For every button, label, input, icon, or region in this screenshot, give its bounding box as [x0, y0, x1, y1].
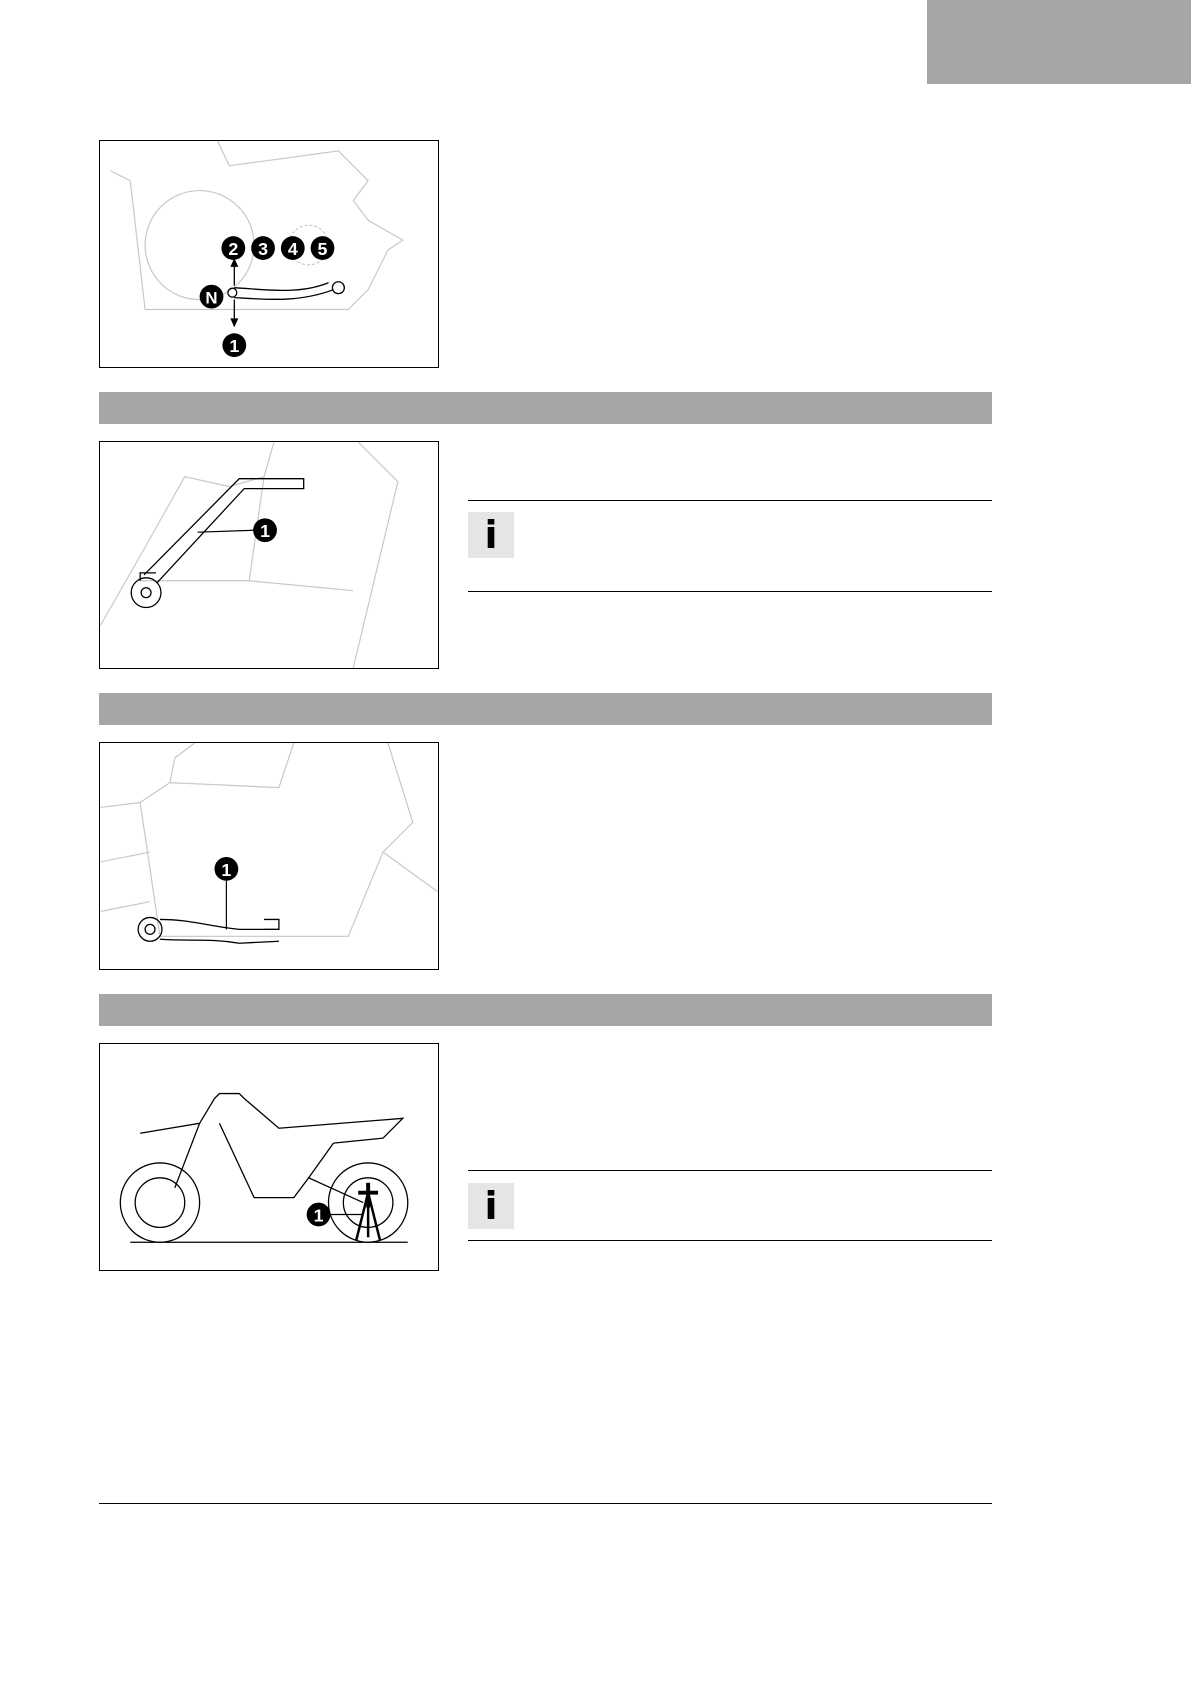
note-top-rule	[468, 500, 992, 501]
section-header-bar-2	[99, 693, 992, 725]
shift-lever-callout	[214, 857, 238, 881]
kick-starter-callout	[253, 518, 277, 542]
shift-lever-figure	[99, 742, 439, 970]
motorcycle-stand-figure	[99, 1043, 439, 1271]
shift-lever-drawing	[100, 743, 438, 969]
svg-text:1: 1	[260, 521, 270, 542]
stand-callout	[307, 1203, 331, 1227]
neutral-marker	[200, 285, 224, 309]
section-header-bar-3	[99, 994, 992, 1026]
svg-text:1: 1	[313, 1205, 324, 1226]
info-icon: i	[468, 512, 514, 558]
svg-text:3: 3	[258, 238, 269, 259]
kick-starter-drawing	[100, 442, 438, 668]
gear-5-marker	[311, 236, 335, 260]
svg-text:1: 1	[221, 859, 232, 880]
gear-3-marker	[251, 236, 275, 260]
section-header-bar-1	[99, 392, 992, 424]
kick-starter-figure	[99, 441, 439, 669]
shift-pattern-drawing	[100, 141, 438, 367]
svg-text:5: 5	[317, 238, 328, 259]
note-bottom-rule	[468, 591, 992, 592]
info-icon-2: i	[468, 1183, 514, 1229]
note-bottom-rule-2	[468, 1240, 992, 1241]
svg-text:1: 1	[229, 336, 240, 357]
svg-text:4: 4	[287, 238, 298, 259]
shift-pattern-figure	[99, 140, 439, 368]
motorcycle-stand-drawing	[100, 1044, 438, 1270]
gear-4-marker	[281, 236, 305, 260]
chapter-tab	[927, 0, 1191, 84]
note-top-rule-2	[468, 1170, 992, 1171]
svg-text:N: N	[205, 288, 218, 308]
gear-1-marker	[222, 333, 246, 357]
footer-rule	[99, 1503, 992, 1504]
gear-2-marker	[221, 236, 245, 260]
svg-text:2: 2	[228, 238, 239, 259]
